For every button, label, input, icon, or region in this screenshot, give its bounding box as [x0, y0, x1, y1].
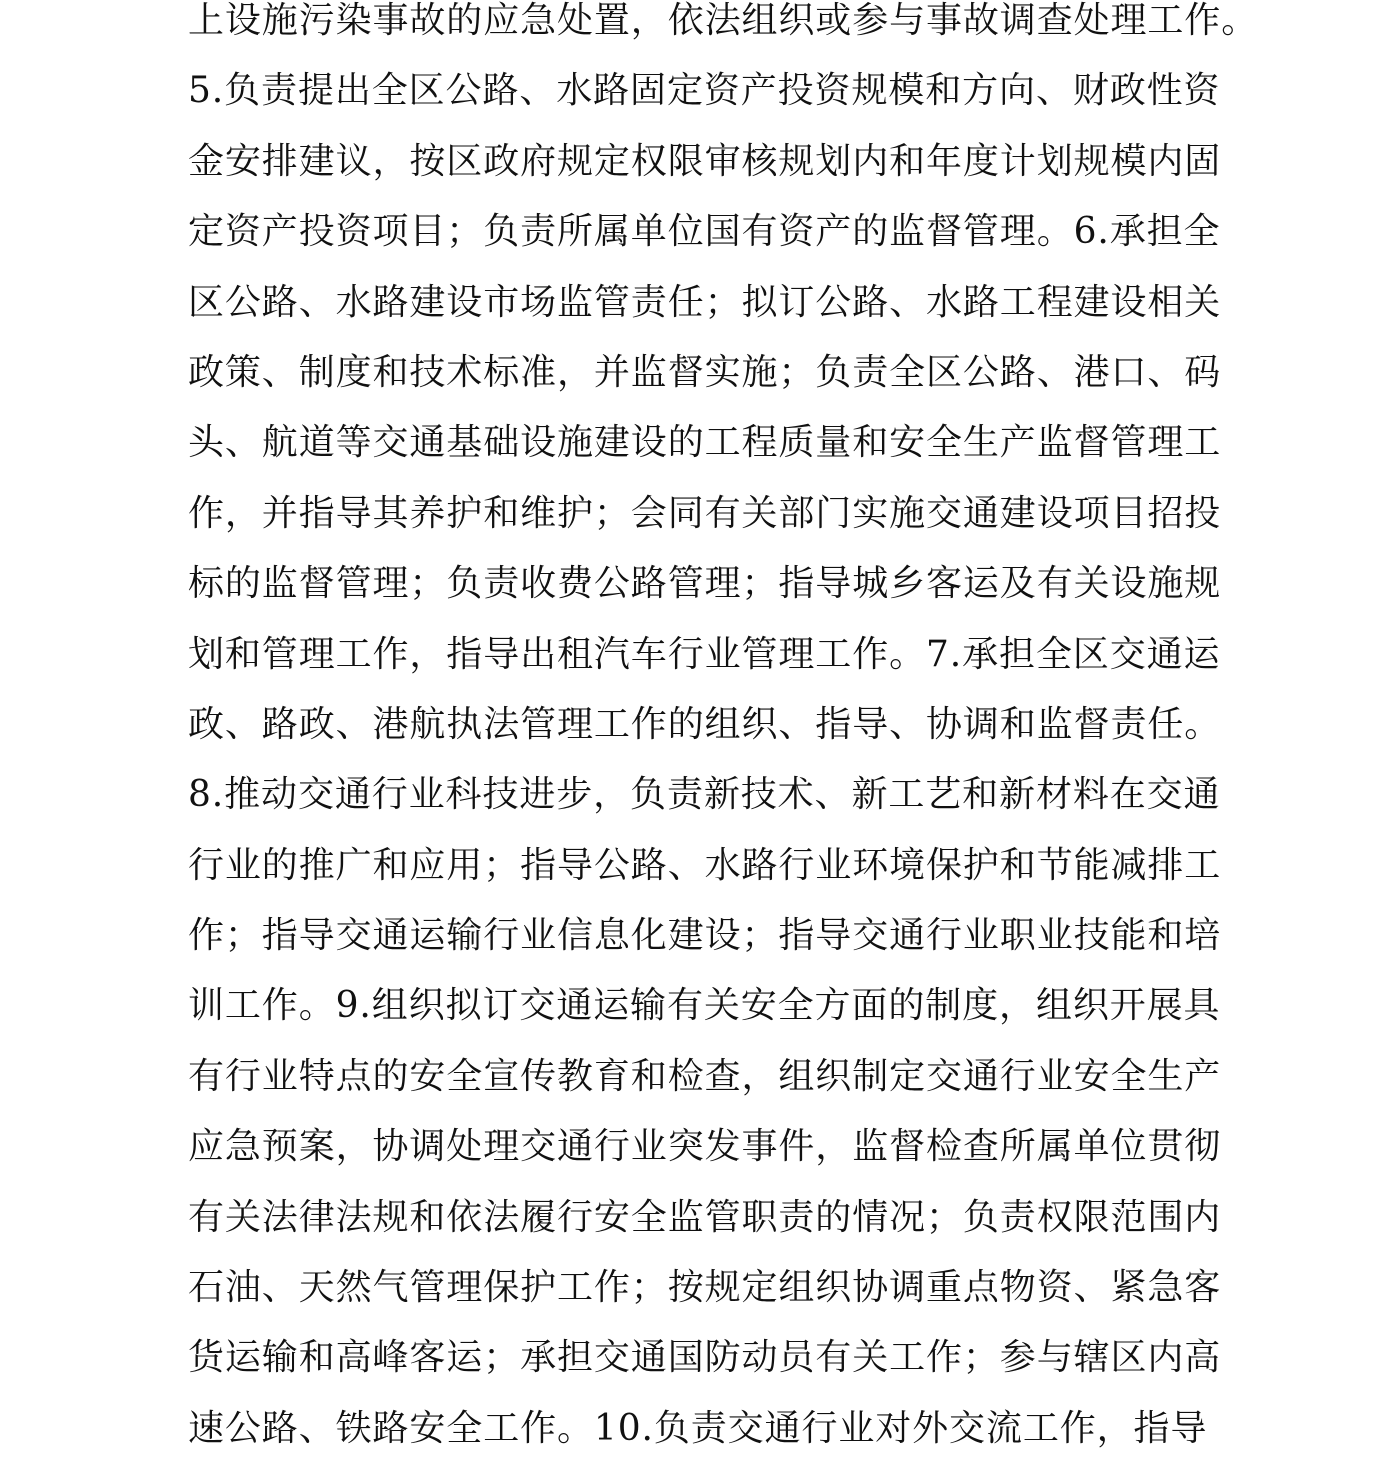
text-line: 头、航道等交通基础设施建设的工程质量和安全生产监督管理工: [188, 422, 1222, 464]
text-line: 定资产投资项目；负责所属单位国有资产的监督管理。6.承担全: [188, 211, 1221, 253]
text-line: 政、路政、港航执法管理工作的组织、指导、协调和监督责任。: [188, 703, 1222, 745]
text-line: 速公路、铁路安全工作。10.负责交通行业对外交流工作，指导: [188, 1407, 1208, 1449]
text-line: 划和管理工作，指导出租汽车行业管理工作。7.承担全区交通运: [188, 633, 1221, 675]
text-line: 训工作。9.组织拟订交通运输有关安全方面的制度，组织开展具: [188, 985, 1221, 1027]
text-line: 货运输和高峰客运；承担交通国防动员有关工作；参与辖区内高: [188, 1337, 1222, 1379]
text-line: 作，并指导其养护和维护；会同有关部门实施交通建设项目招投: [188, 492, 1222, 534]
text-line: 应急预案，协调处理交通行业突发事件，监督检查所属单位贯彻: [188, 1126, 1222, 1168]
text-line: 行业的推广和应用；指导公路、水路行业环境保护和节能减排工: [188, 844, 1222, 886]
text-line: 金安排建议，按区政府规定权限审核规划内和年度计划规模内固: [188, 140, 1222, 182]
text-line: 有行业特点的安全宣传教育和检查，组织制定交通行业安全生产: [188, 1055, 1222, 1097]
text-line: 石油、天然气管理保护工作；按规定组织协调重点物资、紧急客: [188, 1267, 1222, 1309]
text-line: 8.推动交通行业科技进步，负责新技术、新工艺和新材料在交通: [188, 774, 1221, 816]
text-line: 上设施污染事故的应急处置，依法组织或参与事故调查处理工作。: [188, 0, 1259, 41]
text-line: 作；指导交通运输行业信息化建设；指导交通行业职业技能和培: [188, 915, 1222, 957]
text-line: 5.负责提出全区公路、水路固定资产投资规模和方向、财政性资: [188, 70, 1221, 112]
text-line: 政策、制度和技术标准，并监督实施；负责全区公路、港口、码: [188, 351, 1222, 393]
text-line: 区公路、水路建设市场监管责任；拟订公路、水路工程建设相关: [188, 281, 1222, 323]
text-line: 标的监督管理；负责收费公路管理；指导城乡客运及有关设施规: [188, 563, 1222, 605]
text-line: 有关法律法规和依法履行安全监管职责的情况；负责权限范围内: [188, 1196, 1222, 1238]
body-text: [188, 0, 1338, 1457]
